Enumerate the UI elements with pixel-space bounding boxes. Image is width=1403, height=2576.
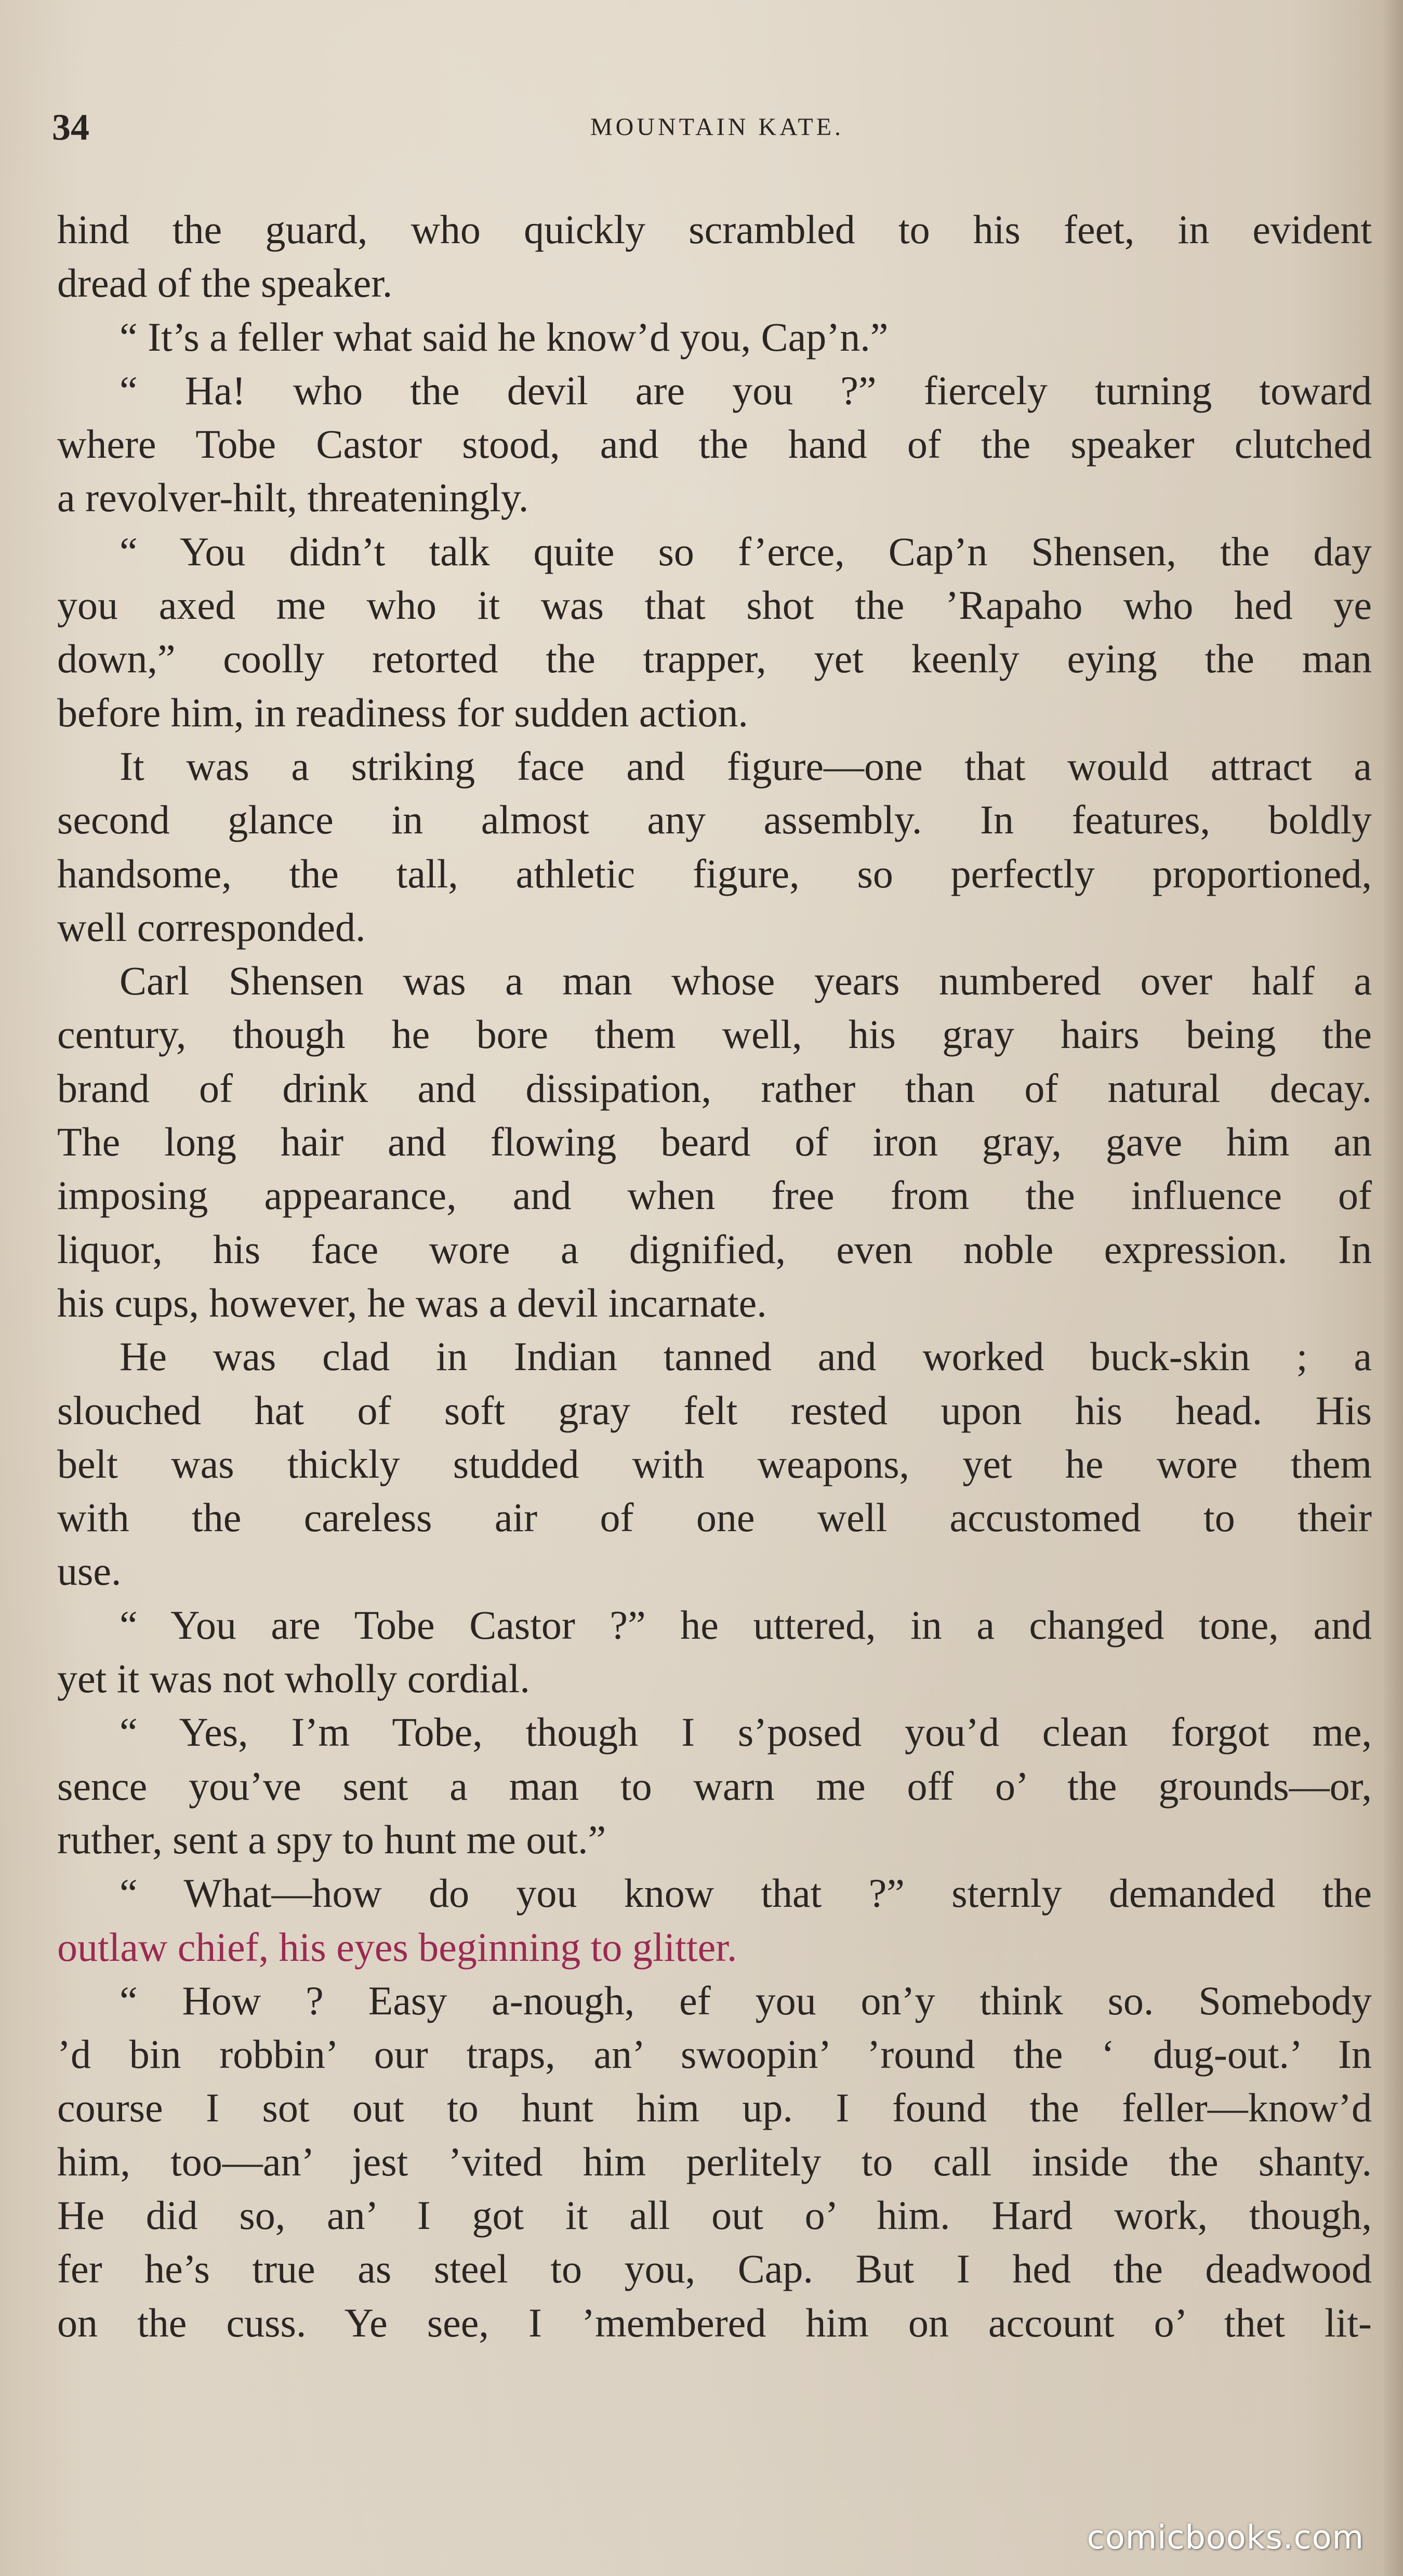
page-edge-shadow bbox=[1382, 0, 1403, 2576]
text-line: hind the guard, who quickly scrambled to his feet, in evident bbox=[57, 207, 1372, 252]
text-line: ruther, sent a spy to hunt me out.” bbox=[57, 1816, 606, 1862]
text-line: fer he’s true as steel to you, Cap. But I hed the deadwood bbox=[57, 2246, 1372, 2292]
text-line: his cups, however, he was a devil incarnate. bbox=[57, 1280, 767, 1325]
text-line: use. bbox=[57, 1548, 122, 1594]
text-line: belt was thickly studded with weapons, yet he wore them bbox=[57, 1441, 1372, 1486]
text-line: him, too—an’ jest ’vited him perlitely to call inside the shanty. bbox=[57, 2139, 1372, 2184]
text-line: on the cuss. Ye see, I ’membered him on account o’ thet lit- bbox=[57, 2300, 1372, 2345]
text-line: “ Yes, I’m Tobe, though I s’posed you’d clean forgot me, bbox=[120, 1709, 1372, 1755]
text-line: liquor, his face wore a dignified, even noble expression. In bbox=[57, 1226, 1372, 1272]
text-line: It was a striking face and figure—one that would attract a bbox=[120, 743, 1372, 789]
text-line: “ Ha! who the devil are you ?” fiercely turning toward bbox=[120, 367, 1372, 413]
text-line: “ What—how do you know that ?” sternly demanded the bbox=[120, 1870, 1372, 1916]
text-line: down,” coolly retorted the trapper, yet keenly eying the man bbox=[57, 636, 1372, 682]
text-line: second glance in almost any assembly. In features, boldly bbox=[57, 797, 1372, 843]
watermark: comicbooks.com bbox=[1087, 2518, 1364, 2556]
text-line: before him, in readiness for sudden action. bbox=[57, 689, 748, 735]
text-line: sence you’ve sent a man to warn me off o’ the grounds—or, bbox=[57, 1763, 1372, 1809]
text-line: slouched hat of soft gray felt rested upon his head. His bbox=[57, 1387, 1372, 1433]
running-title: MOUNTAIN KATE. bbox=[590, 113, 844, 141]
body-text bbox=[57, 203, 1372, 2349]
page-header bbox=[52, 99, 1382, 156]
page-number: 34 bbox=[52, 107, 89, 148]
text-line: Carl Shensen was a man whose years numbered over half a bbox=[120, 958, 1372, 1004]
text-line: course I sot out to hunt him up. I found the feller—know’d bbox=[57, 2085, 1372, 2131]
text-line: “ You didn’t talk quite so f’erce, Cap’n Shensen, the day bbox=[120, 528, 1372, 574]
text-line: handsome, the tall, athletic figure, so perfectly proportioned, bbox=[57, 851, 1372, 896]
text-line: dread of the speaker. bbox=[57, 260, 393, 306]
text-line: yet it was not wholly cordial. bbox=[57, 1656, 530, 1702]
text-line: The long hair and flowing beard of iron gray, gave him an bbox=[57, 1119, 1372, 1165]
text-line: He was clad in Indian tanned and worked buck-skin ; a bbox=[120, 1334, 1372, 1379]
text-line: “ How ? Easy a-nough, ef you on’y think so. Somebody bbox=[120, 1977, 1372, 2023]
text-line: where Tobe Castor stood, and the hand of the speaker clutched bbox=[57, 421, 1372, 467]
text-line: century, though he bore them well, his gray hairs being the bbox=[57, 1012, 1372, 1057]
text-line: outlaw chief, his eyes beginning to glitter. bbox=[57, 1924, 737, 1970]
text-line: you axed me who it was that shot the ’Rapaho who hed ye bbox=[57, 582, 1372, 628]
text-line: a revolver-hilt, threateningly. bbox=[57, 475, 529, 521]
text-line: well corresponded. bbox=[57, 904, 366, 950]
text-line: “ It’s a feller what said he know’d you, Cap’n.” bbox=[120, 314, 889, 360]
text-line: with the careless air of one well accustomed to their bbox=[57, 1495, 1372, 1541]
text-line: brand of drink and dissipation, rather than of natural decay. bbox=[57, 1065, 1372, 1111]
text-line: “ You are Tobe Castor ?” he uttered, in a changed tone, and bbox=[120, 1602, 1372, 1648]
text-line: He did so, an’ I got it all out o’ him. Hard work, though, bbox=[57, 2192, 1372, 2238]
text-line: imposing appearance, and when free from the influence of bbox=[57, 1173, 1372, 1218]
text-line: ’d bin robbin’ our traps, an’ swoopin’ ’round the ‘ dug-out.’ In bbox=[57, 2031, 1372, 2077]
